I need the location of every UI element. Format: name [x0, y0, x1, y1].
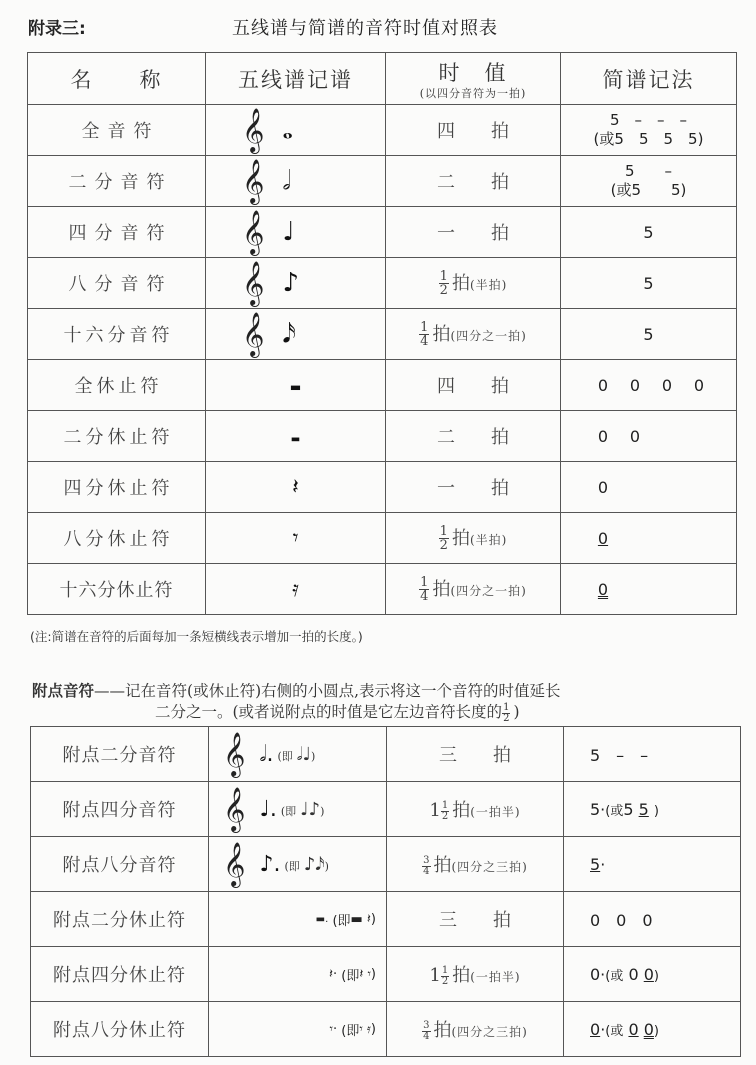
duration-value: 三 拍: [439, 910, 511, 931]
duration-value: 三 拍: [439, 745, 511, 766]
row-name: 全休止符: [74, 376, 163, 397]
table-row: 附点八分音符 𝄞 ♪. (即 ♪𝅘𝅥𝅯) $\frac{3}{4}$ 拍(四分之三拍) 5·: [31, 837, 741, 892]
equivalent-rests-icon: 𝄽 𝄾: [359, 966, 371, 982]
row-name: 十六分音符: [63, 325, 174, 346]
definition-text: 二分之一。(或者说附点的时值是它左边音符长度的: [155, 703, 503, 721]
duration-note: (四分之一拍): [450, 328, 527, 343]
row-name: 十六分休止符: [59, 580, 174, 601]
treble-clef-icon: 𝄞: [223, 732, 246, 776]
duration-value: 二 拍: [437, 427, 509, 448]
definition-text: ——记在音符(或休止符)右侧的小圆点,表示将这一个音符的时值延长: [94, 682, 561, 700]
table-row: 附点八分休止符 𝄾· (即 𝄾 𝄿 ) $\frac{3}{4}$ 拍(四分之三拍) 0·(或 0 0): [31, 1002, 741, 1057]
header-name: 名 称: [28, 53, 206, 105]
duration-note: (半拍): [469, 277, 508, 292]
jianpu-value: 5: [643, 273, 654, 293]
table-row: [28, 309, 737, 360]
table-row: [28, 105, 737, 156]
fraction: $\frac{1}{2}$: [439, 524, 448, 554]
dotted-term: 附点音符: [32, 682, 95, 700]
jianpu-value: 0: [590, 1019, 601, 1039]
table-row: [28, 513, 737, 564]
duration-note: (四分之一拍): [450, 583, 527, 598]
row-name: 附点二分音符: [62, 745, 177, 766]
dotted-quarter-note-icon: ♩.: [259, 796, 277, 822]
header-jianpu: 简谱记法: [561, 53, 737, 105]
half-rest-icon: ▬: [290, 433, 301, 445]
fraction: $\frac{3}{4}$: [423, 854, 430, 877]
duration-value: 一 拍: [437, 223, 509, 244]
header-staff: 五线谱记谱: [206, 53, 386, 105]
table-row: 附点二分休止符 ▬. (即 ▬ 𝄽 ) 三 拍 0 0 0: [31, 892, 741, 947]
row-name: 附点四分休止符: [53, 965, 186, 986]
row-name: 四分音符: [68, 223, 173, 244]
duration-note: (四分之三拍): [451, 860, 528, 874]
tied-notes-icon: ♪𝅘𝅥𝅯: [303, 853, 325, 875]
sixteenth-rest-icon: 𝄿: [292, 576, 299, 602]
treble-clef-icon: 𝄞: [223, 842, 246, 886]
table-row: [28, 258, 737, 309]
dotted-note-definition-line2: 二分之一。(或者说附点的时值是它左边音符长度的 $\frac{1}{2}$ ): [155, 701, 520, 724]
appendix-label: 附录三:: [28, 19, 86, 39]
dotted-quarter-rest-icon: 𝄽·: [329, 966, 338, 982]
row-name: 八分音符: [68, 274, 173, 295]
treble-clef-icon: 𝄞: [242, 210, 265, 254]
fraction: $\frac{1}{4}$: [420, 575, 429, 605]
equivalent-rests-icon: 𝄾 𝄿: [359, 1021, 371, 1037]
row-name: 四分休止符: [63, 478, 174, 499]
jianpu-alt-line: (或5 5): [610, 181, 687, 199]
jianpu-line: 5 –: [624, 162, 673, 181]
quarter-rest-icon: 𝄽: [292, 474, 299, 500]
duration-value: 拍: [433, 855, 452, 876]
duration-note: (半拍): [469, 532, 508, 547]
jianpu-value: 5: [590, 854, 601, 874]
duration-value: 拍: [451, 272, 470, 294]
dotted-eighth-rest-icon: 𝄾·: [329, 1021, 338, 1037]
duration-value: 拍: [432, 578, 451, 600]
treble-clef-icon: 𝄞: [242, 312, 265, 356]
page-title: 五线谱与简谱的音符时值对照表: [232, 18, 498, 39]
jianpu-value: 0 0 0: [590, 910, 653, 930]
quarter-note-icon: ♩: [282, 217, 295, 247]
fraction: $\frac{1}{2}$: [441, 799, 449, 822]
treble-clef-icon: 𝄞: [223, 787, 246, 831]
equivalent-rests-icon: ▬ 𝄽: [350, 911, 371, 927]
duration-value: 四 拍: [437, 376, 509, 397]
fraction: $\frac{1}{2}$: [503, 701, 510, 724]
dotted-half-note-icon: 𝅗𝅥.: [259, 741, 274, 767]
row-name: 二分休止符: [63, 427, 174, 448]
jianpu-value: 0: [597, 579, 609, 599]
duration-value: 拍: [452, 800, 471, 821]
duration-value: 一 拍: [437, 478, 509, 499]
row-name: 附点八分音符: [62, 855, 177, 876]
duration-note: (四分之三拍): [451, 1025, 528, 1039]
table-row: 二分休止符 ▬ 二 拍 0 0: [28, 411, 737, 462]
duration-value: 拍: [452, 965, 471, 986]
fraction: $\frac{1}{4}$: [420, 320, 429, 350]
duration-value: 拍: [451, 527, 470, 549]
jianpu-value: 5·: [590, 799, 606, 819]
table-row: 附点二分音符 𝄞 𝅗𝅥. (即 𝅗𝅥♩) 三 拍 5 – –: [31, 727, 741, 782]
jianpu-value: 5: [643, 222, 654, 242]
table-row: 四分休止符 𝄽 一 拍 0: [28, 462, 737, 513]
jianpu-value: 5: [643, 324, 654, 344]
duration-value: 拍: [433, 1020, 452, 1041]
treble-clef-icon: 𝄞: [242, 159, 265, 203]
row-name: 附点二分休止符: [53, 910, 186, 931]
duration-value: 二 拍: [437, 172, 509, 193]
duration-value: 四 拍: [437, 121, 509, 142]
half-note-icon: 𝅗𝅥: [282, 165, 291, 196]
jianpu-alt-line: (或5 5 5 5): [593, 130, 704, 148]
treble-clef-icon: 𝄞: [242, 108, 265, 152]
table-row: [28, 207, 737, 258]
header-duration: 时 值 (以四分音符为一拍): [386, 53, 561, 105]
fraction: $\frac{1}{2}$: [441, 964, 449, 987]
dotted-note-table: [30, 726, 741, 1057]
tied-notes-icon: 𝅗𝅥♩: [296, 743, 311, 765]
fraction: $\frac{1}{2}$: [439, 269, 448, 299]
table-row: [28, 156, 737, 207]
table-row: 附点四分音符 𝄞 ♩. (即 ♩♪) 1 $\frac{1}{2}$ 拍(一拍半) 5·(或5 5 ): [31, 782, 741, 837]
jianpu-line: 5 – – –: [609, 111, 688, 130]
eighth-note-icon: ♪: [282, 268, 300, 298]
table-row: 附点四分休止符 𝄽· (即 𝄽 𝄾 ) 1 $\frac{1}{2}$ 拍(一拍半) 0·(或 0 0): [31, 947, 741, 1002]
jianpu-value: 5 – –: [590, 745, 649, 765]
dotted-eighth-note-icon: ♪.: [259, 851, 281, 877]
treble-clef-icon: 𝄞: [242, 261, 265, 305]
note-value-table: [27, 52, 737, 615]
eighth-rest-icon: 𝄾: [292, 525, 299, 551]
footnote: (注:简谱在音符的后面每加一条短横线表示增加一拍的长度。): [30, 629, 363, 644]
whole-note-icon: 𝅝: [282, 114, 293, 145]
duration-value: 拍: [432, 323, 451, 345]
jianpu-value: 0: [597, 528, 609, 548]
duration-note: (一拍半): [470, 970, 521, 984]
tied-notes-icon: ♩♪: [300, 798, 321, 820]
row-name: 附点八分休止符: [53, 1020, 186, 1041]
duration-note: (一拍半): [470, 805, 521, 819]
whole-rest-icon: ▬: [289, 379, 302, 394]
row-name: 八分休止符: [63, 529, 174, 550]
table-row: [28, 564, 737, 615]
jianpu-value: 0·: [590, 964, 606, 984]
table-header-row: [28, 53, 737, 105]
dotted-note-definition: [32, 679, 561, 701]
dotted-half-rest-icon: ▬.: [315, 913, 329, 925]
sixteenth-note-icon: 𝅘𝅥𝅯: [282, 318, 296, 349]
row-name: 全音符: [81, 121, 160, 142]
fraction: $\frac{3}{4}$: [423, 1019, 430, 1042]
row-name: 二分音符: [68, 172, 173, 193]
table-row: 全休止符 ▬ 四 拍 0 0 0 0: [28, 360, 737, 411]
row-name: 附点四分音符: [62, 800, 177, 821]
